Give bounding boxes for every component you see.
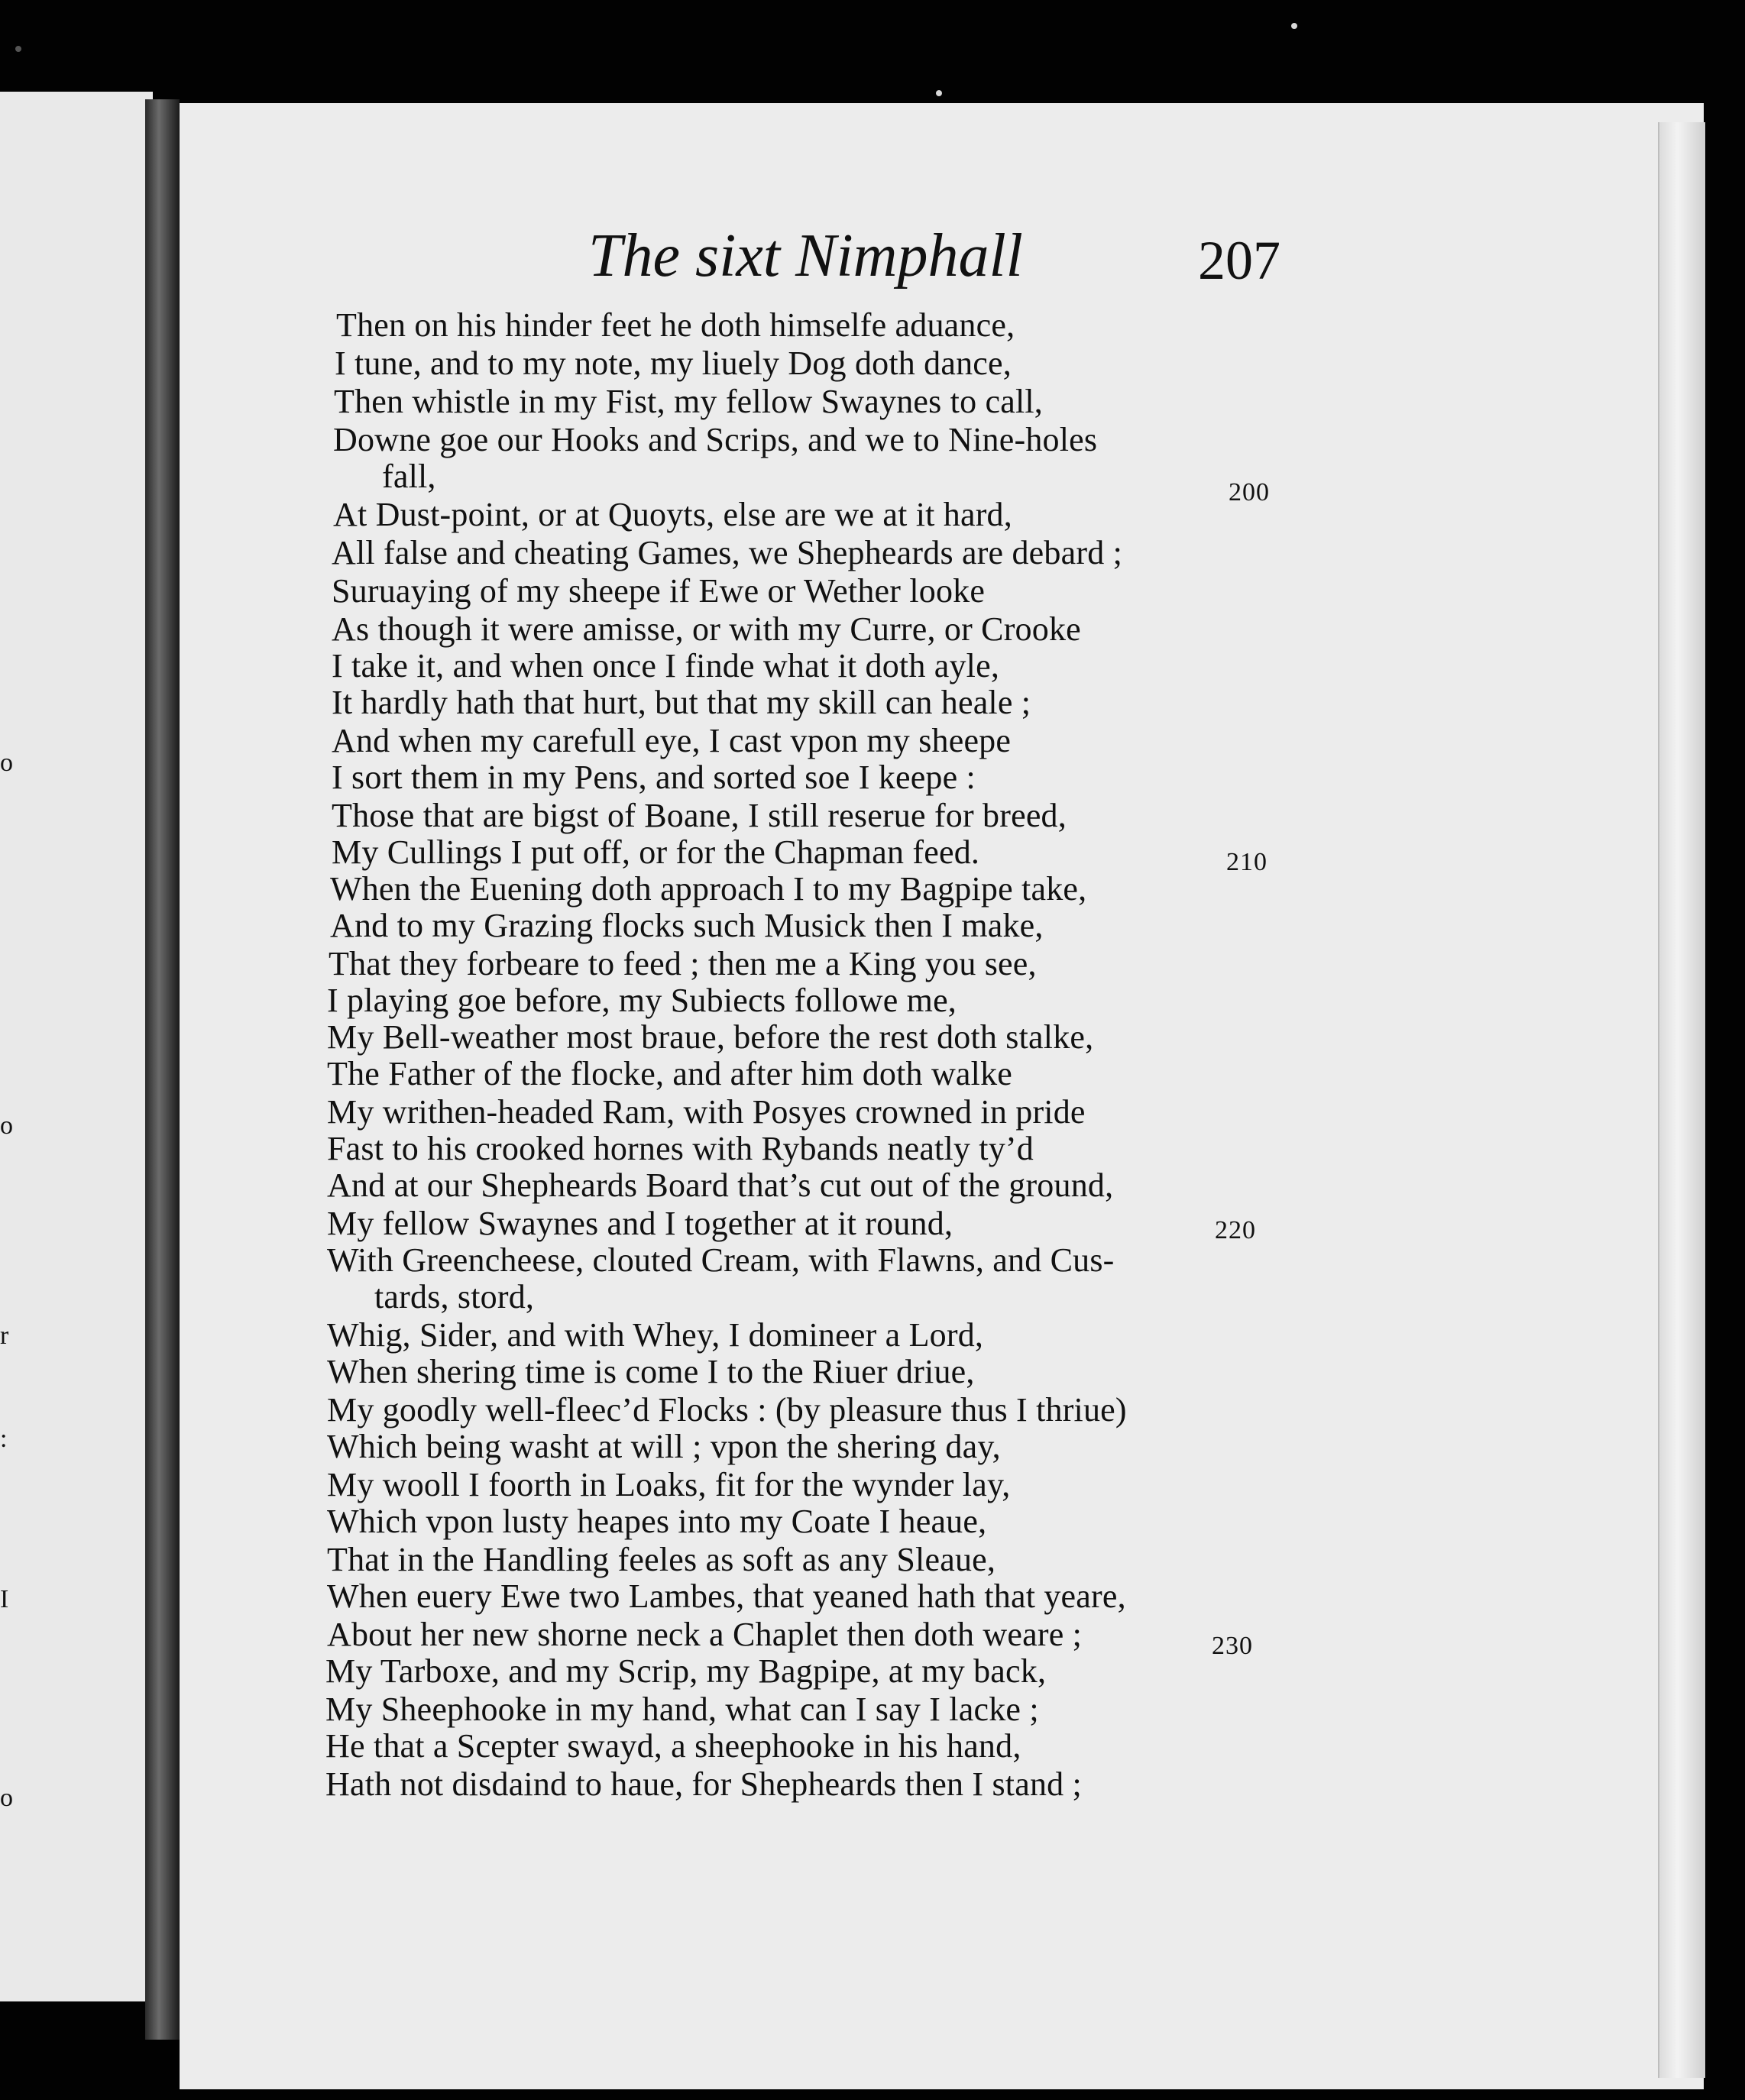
poem-line: I sort them in my Pens, and sorted soe I keepe : (332, 759, 976, 796)
poem-line: Then whistle in my Fist, my fellow Swaynes to call, (334, 383, 1043, 420)
poem-line: I tune, and to my note, my liuely Dog doth dance, (335, 345, 1012, 382)
poem-line: Which vpon lusty heapes into my Coate I heaue, (327, 1503, 987, 1540)
poem-line: Fast to his crooked hornes with Rybands neatly ty’d (327, 1130, 1034, 1167)
poem-line: Then on his hinder feet he doth himselfe aduance, (336, 306, 1015, 344)
margin-fragment: I (0, 1585, 9, 1613)
line-number: 220 (1215, 1216, 1256, 1244)
poem-line: When the Euening doth approach I to my Bagpipe take, (330, 870, 1087, 908)
poem-line: All false and cheating Games, we Shepheards are debard ; (332, 534, 1123, 571)
line-number: 230 (1212, 1632, 1253, 1660)
poem-line: My writhen-headed Ram, with Posyes crowned in pride (327, 1093, 1086, 1131)
poem-line: My goodly well-fleec’d Flocks : (by pleasure thus I thriue) (327, 1391, 1127, 1429)
poem-line: My Cullings I put off, or for the Chapman feed. (332, 833, 980, 871)
poem-text (0, 306, 1745, 1833)
poem-line: Downe goe our Hooks and Scrips, and we to Nine-holes (333, 421, 1098, 458)
poem-line: fall, (382, 458, 436, 495)
poem-line: At Dust-point, or at Quoyts, else are we at it hard, (333, 496, 1012, 533)
poem-line: My Sheephooke in my hand, what can I say I lacke ; (325, 1691, 1039, 1728)
poem-line: As though it were amisse, or with my Curre, or Crooke (332, 610, 1081, 648)
poem-line: My Tarboxe, and my Scrip, my Bagpipe, at my back, (325, 1652, 1047, 1690)
margin-fragment: : (0, 1425, 8, 1453)
page-number: 207 (1198, 230, 1280, 291)
poem-line: And to my Grazing flocks such Musick then I make, (330, 907, 1044, 944)
poem-line: Which being washt at will ; vpon the shering day, (327, 1428, 1001, 1465)
margin-fragment: r (0, 1322, 9, 1350)
poem-line: Whig, Sider, and with Whey, I domineer a Lord, (327, 1316, 984, 1354)
poem-line: The Father of the flocke, and after him doth walke (327, 1055, 1013, 1092)
poem-line: tards, stord, (374, 1278, 535, 1315)
poem-line: When shering time is come I to the Riuer driue, (327, 1353, 975, 1390)
poem-line: That in the Handling feeles as soft as any Sleaue, (327, 1541, 996, 1578)
poem-line: And when my carefull eye, I cast vpon my sheepe (332, 722, 1012, 759)
poem-line: And at our Shepheards Board that’s cut out of the ground, (327, 1166, 1114, 1204)
poem-line: That they forbeare to feed ; then me a King you see, (329, 945, 1037, 982)
line-number: 200 (1229, 478, 1270, 506)
poem-line: About her new shorne neck a Chaplet then doth weare ; (327, 1616, 1083, 1653)
poem-line: Those that are bigst of Boane, I still reserue for breed, (332, 797, 1067, 834)
poem-line: My Bell-weather most braue, before the rest doth stalke, (327, 1018, 1094, 1056)
poem-line: My fellow Swaynes and I together at it round, (327, 1205, 953, 1242)
margin-fragment: o (0, 1784, 13, 1812)
poem-line: He that a Scepter swayd, a sheephooke in his hand, (325, 1727, 1021, 1765)
margin-fragment: o (0, 749, 13, 777)
line-number: 210 (1226, 848, 1267, 876)
margin-fragment: o (0, 1111, 13, 1140)
poem-line: Suruaying of my sheepe if Ewe or Wether looke (332, 572, 986, 610)
poem-line: I take it, and when once I finde what it doth ayle, (332, 647, 1000, 684)
poem-line: When euery Ewe two Lambes, that yeaned hath that yeare, (327, 1577, 1126, 1615)
running-head: The sixt Nimphall (588, 222, 1023, 290)
poem-line: My wooll I foorth in Loaks, fit for the wynder lay, (327, 1466, 1011, 1503)
poem-line: It hardly hath that hurt, but that my skill can heale ; (332, 684, 1031, 721)
poem-line: With Greencheese, clouted Cream, with Flawns, and Cus- (327, 1241, 1115, 1279)
poem-line: I playing goe before, my Subiects followe me, (327, 982, 957, 1019)
poem-line: Hath not disdaind to haue, for Shepheards then I stand ; (325, 1765, 1082, 1803)
